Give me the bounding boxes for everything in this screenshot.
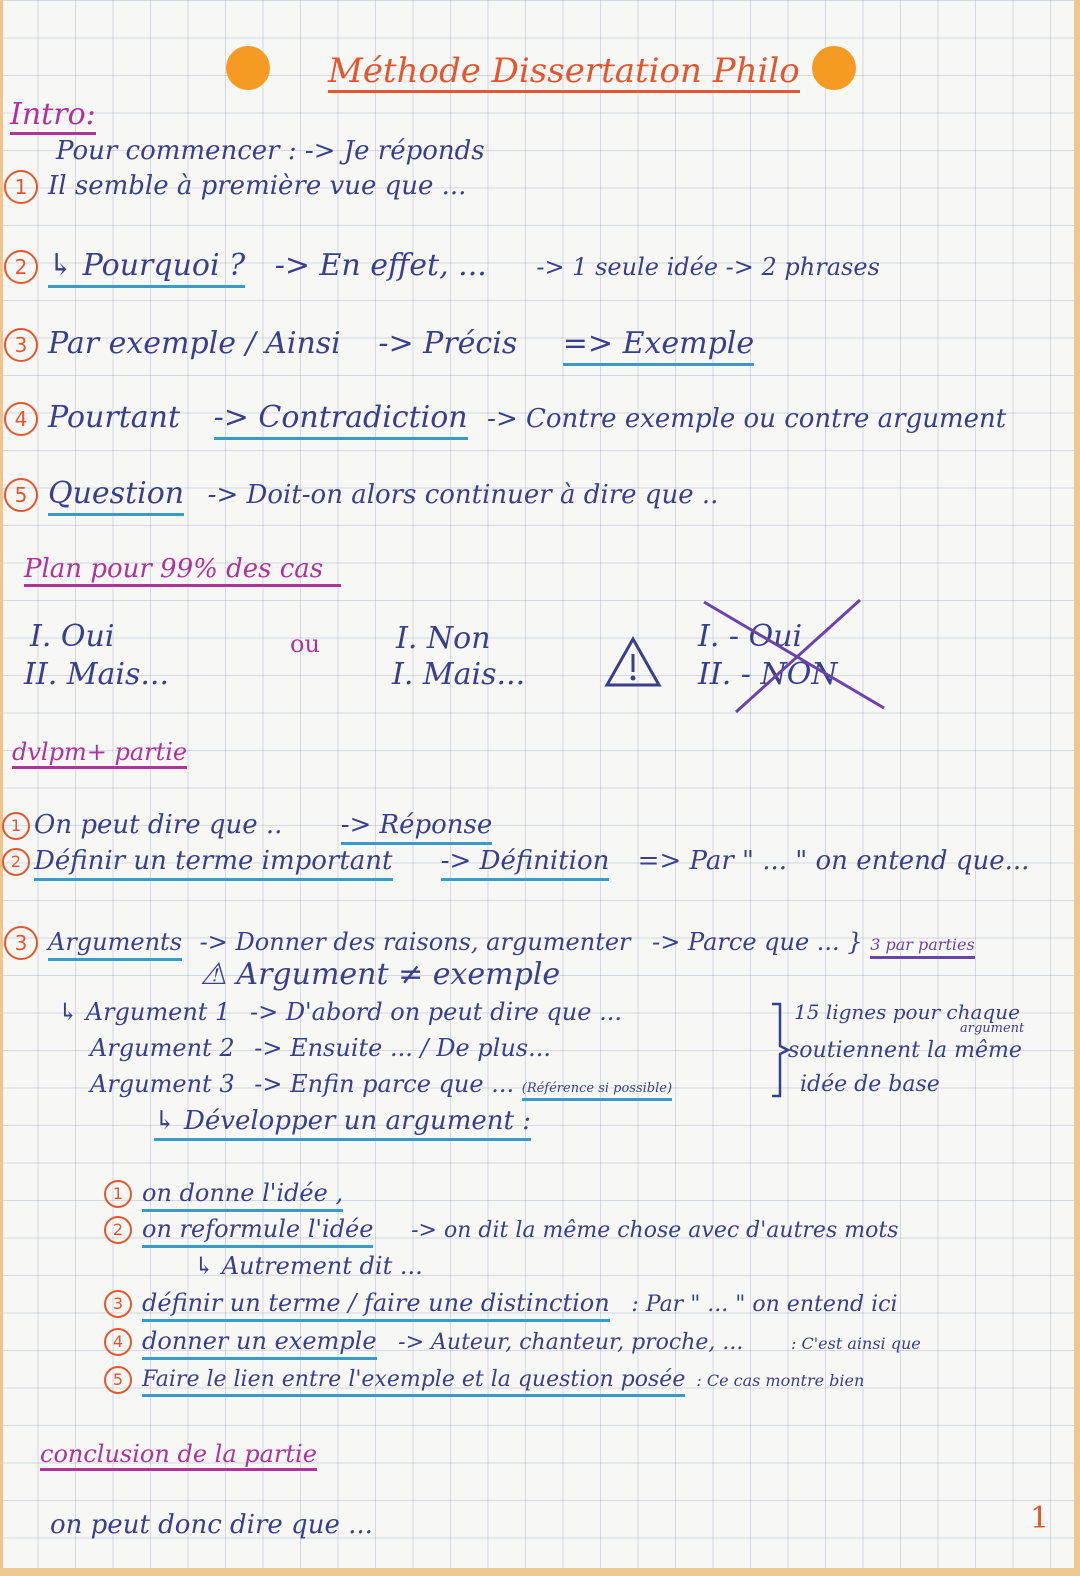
- dev-step-3: [4, 926, 975, 960]
- plan-left-1: I. Oui: [30, 619, 115, 654]
- plan-left-2: II. Mais...: [24, 657, 169, 692]
- step-number-badge: 3: [4, 328, 38, 362]
- dev-step-1-b: -> Réponse: [341, 810, 493, 845]
- cross-out-mark: [700, 598, 890, 716]
- plan-crossed-1: I. - Oui: [698, 619, 803, 654]
- argument-2-label: Argument 2: [90, 1034, 235, 1062]
- plan-crossed-2: II. - NON: [698, 657, 838, 692]
- argument-1-text: -> D'abord on peut dire que ...: [249, 998, 622, 1026]
- step-number-badge: 2: [104, 1216, 132, 1244]
- step-number-badge: 2: [2, 848, 30, 876]
- sub-step-4-extra2: : C'est ainsi que: [791, 1333, 921, 1353]
- sub-step-3-extra: : Par " ... " on entend ici: [631, 1291, 898, 1317]
- page-number: 1: [1030, 1501, 1050, 1536]
- sub-step-5: [104, 1366, 864, 1394]
- dev-step-1-a: On peut dire que ..: [34, 810, 283, 840]
- intro-step-2: [4, 250, 880, 284]
- step-number-badge: 5: [4, 478, 38, 512]
- step-number-badge: 1: [4, 170, 38, 204]
- sub-step-2-extra: -> on dit la même chose avec d'autres mots: [411, 1217, 899, 1243]
- plan-middle-2: I. Mais...: [392, 657, 526, 692]
- intro-step-5-a: Question: [48, 476, 184, 516]
- intro-step-4-b: -> Contradiction: [214, 400, 468, 440]
- argument-3-label: Argument 3: [90, 1070, 235, 1098]
- binder-hole-left: [226, 46, 270, 90]
- plan-middle-1: I. Non: [396, 621, 491, 656]
- argument-2-text: -> Ensuite ... / De plus...: [254, 1034, 551, 1062]
- step-number-badge: 3: [4, 926, 38, 960]
- dev-step-2-a: Définir un terme important: [34, 846, 393, 881]
- dev-step-2: [2, 848, 1029, 876]
- intro-step-2-b: -> En effet, ...: [274, 248, 487, 283]
- argument-1-label: ↳ Argument 1: [58, 998, 231, 1026]
- side-note-3: soutiennent la même: [788, 1038, 1022, 1063]
- plan-or: ou: [290, 630, 320, 658]
- sub-step-3: [104, 1290, 897, 1318]
- intro-step-4-c: -> Contre exemple ou contre argument: [487, 404, 1007, 434]
- develop-argument-heading: [154, 1108, 531, 1134]
- intro-step-2-a: ↳ Pourquoi ?: [48, 248, 245, 288]
- warning-triangle-icon: [604, 636, 662, 688]
- conclusion-heading: conclusion de la partie: [40, 1442, 317, 1471]
- intro-step-2-c: -> 1 seule idée -> 2 phrases: [536, 253, 880, 281]
- step-number-badge: 4: [104, 1328, 132, 1356]
- page-edge-bottom: [0, 1568, 1080, 1576]
- side-note-2: argument: [960, 1021, 1025, 1036]
- binder-hole-right: [812, 46, 856, 90]
- dev-step-3-c: -> Parce que ... }: [652, 927, 863, 956]
- sub-step-4: [104, 1328, 921, 1356]
- sub-step-2: [104, 1216, 898, 1244]
- margin-line: [0, 0, 3, 1576]
- step-number-badge: 5: [104, 1366, 132, 1394]
- sub-step-4-text: donner un exemple: [142, 1327, 377, 1360]
- step-number-badge: 1: [104, 1180, 132, 1208]
- sub-step-4-extra: -> Auteur, chanteur, proche, ...: [398, 1329, 744, 1355]
- development-heading: dvlpm+ partie: [12, 740, 187, 769]
- side-note-1: 15 lignes pour chaque: [794, 1000, 1020, 1024]
- dev-step-2-c: => Par " ... " on entend que...: [637, 846, 1030, 876]
- intro-heading: Intro:: [10, 100, 96, 135]
- argument-3-note: (Référence si possible): [522, 1081, 672, 1101]
- sub-step-5-text: Faire le lien entre l'exemple et la question posée: [142, 1367, 685, 1397]
- argument-3: [90, 1072, 672, 1096]
- intro-step-1: [4, 170, 466, 204]
- argument-1: [58, 1000, 622, 1024]
- intro-step-3-c: => Exemple: [563, 326, 754, 366]
- intro-step-3-b: -> Précis: [378, 326, 518, 361]
- conclusion-text: on peut donc dire que ...: [50, 1510, 373, 1540]
- dev-step-3-d: 3 par parties: [870, 935, 974, 959]
- step-number-badge: 3: [104, 1290, 132, 1318]
- page-title: Méthode Dissertation Philo: [328, 51, 800, 91]
- argument-2: [90, 1036, 551, 1060]
- intro-step-3-a: Par exemple / Ainsi: [48, 326, 341, 361]
- intro-start: Pour commencer : -> Je réponds: [56, 136, 485, 166]
- sub-step-3-text: définir un terme / faire une distinction: [142, 1289, 610, 1322]
- intro-step-1-text: Il semble à première vue que ...: [48, 171, 467, 201]
- sub-step-1-text: on donne l'idée ,: [142, 1179, 343, 1212]
- side-note-4: idée de base: [800, 1072, 940, 1097]
- develop-argument-heading-text: ↳ Développer un argument :: [154, 1106, 531, 1141]
- warning-line: ⚠ Argument ≠ exemple: [200, 957, 561, 992]
- page-edge-right: [1074, 0, 1080, 1576]
- intro-step-5: [4, 478, 718, 512]
- intro-step-4: [4, 402, 1006, 436]
- step-number-badge: 2: [4, 250, 38, 284]
- argument-3-text: -> Enfin parce que ...: [254, 1070, 515, 1098]
- intro-step-3: [4, 328, 754, 362]
- dev-step-2-b: -> Définition: [441, 846, 610, 881]
- bracket-mark: [770, 1002, 790, 1098]
- plan-heading: Plan pour 99% des cas: [24, 556, 341, 587]
- sub-step-5-extra: : Ce cas montre bien: [696, 1371, 865, 1390]
- dev-step-1: [2, 812, 492, 840]
- dev-step-3-a: Arguments: [48, 928, 182, 961]
- intro-step-5-b: -> Doit-on alors continuer à dire que ..: [207, 480, 719, 510]
- step-number-badge: 4: [4, 402, 38, 436]
- step-number-badge: 1: [2, 812, 30, 840]
- dev-step-3-b: -> Donner des raisons, argumenter: [199, 927, 631, 956]
- sub-step-2-text: on reformule l'idée: [142, 1215, 373, 1248]
- sub-step-1: [104, 1180, 343, 1208]
- intro-step-4-a: Pourtant: [48, 400, 181, 435]
- sub-step-2-sub: ↳ Autrement dit ...: [194, 1252, 423, 1280]
